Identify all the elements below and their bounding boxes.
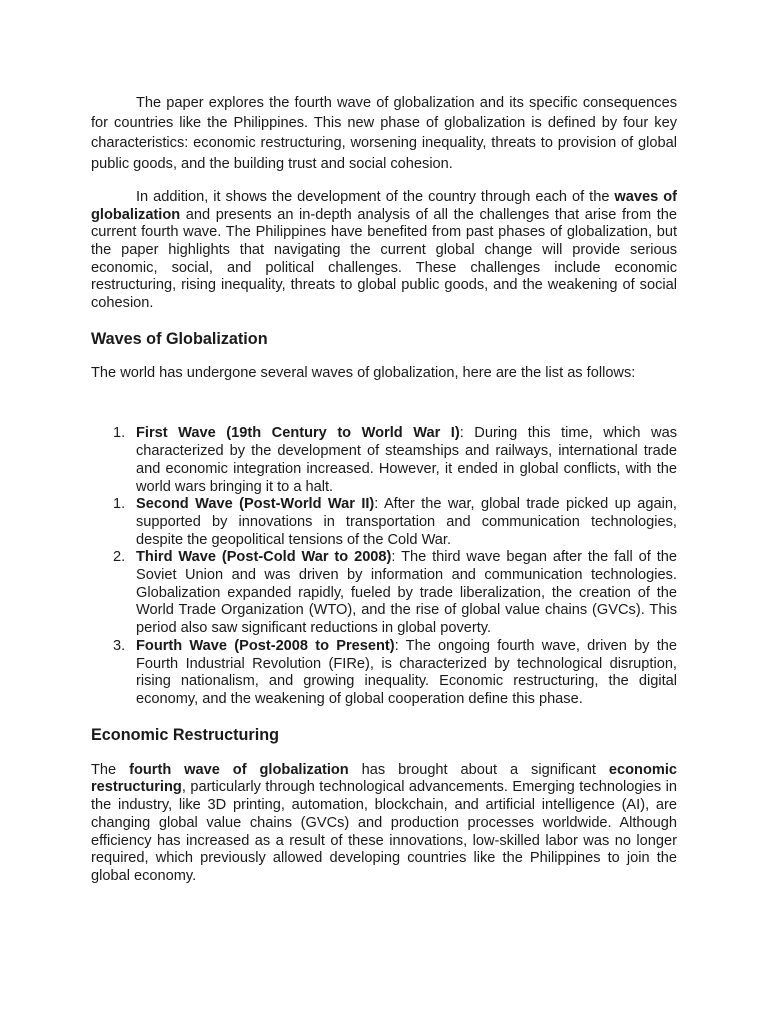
- document-page: [91, 93, 677, 886]
- list-item: [91, 549, 677, 638]
- intro-p2-bold: waves of globalization: [91, 188, 677, 223]
- economic-restructuring-heading: Economic Restructuring: [91, 725, 279, 744]
- waves-heading: Waves of Globalization: [91, 329, 268, 348]
- list-item-text: : During this time, which was characterized by the development of steamships and railways, international trade and economic integration increased. However, it ended in global conflicts, with the world wars bringing it to a halt.: [136, 425, 677, 495]
- waves-lead-text: The world has undergone several waves of globalization, here are the list as follows:: [91, 364, 636, 381]
- list-item-number: 2.: [113, 549, 126, 566]
- intro-p2-text-1: In addition, it shows the development of the country through each of the: [136, 188, 615, 205]
- waves-list: [91, 425, 677, 708]
- list-item-number: 3.: [113, 637, 126, 654]
- intro-paragraph-2: [91, 189, 677, 313]
- economic-restructuring-paragraph: [91, 762, 677, 886]
- list-item: [91, 638, 677, 709]
- list-item-text: : The third wave began after the fall of the Soviet Union and was driven by information and communication technologies. Globalization expanded rapidly, fueled by trade liberalization, the creation of the World Trade Organization (WTO), and the rise of global value chains (GVCs). This period also saw significant reductions in global poverty.: [136, 549, 677, 637]
- econ-bold-2: economic restructuring: [91, 761, 678, 796]
- econ-bold-1: fourth wave of globalization: [129, 761, 349, 778]
- list-item-number: 1.: [113, 496, 126, 513]
- list-item-title: First Wave (19th Century to World War I): [136, 425, 460, 442]
- econ-text-2: has brought about a significant: [348, 761, 609, 778]
- intro-paragraph-1: The paper explores the fourth wave of globalization and its specific consequences for countries like the Philippines. This new phase of globalization is defined by four key characteristics: economic restructuring, worsening inequality, threats to provision of global public goods, and the building trust and social cohesion.: [91, 95, 677, 172]
- list-item-text: : After the war, global trade picked up again, supported by innovations in transportation and communication technologies, despite the geopolitical tensions of the Cold War.: [136, 496, 677, 548]
- list-item-number: 1.: [113, 425, 126, 442]
- list-item-title: Fourth Wave (Post-2008 to Present): [136, 637, 395, 654]
- list-item: [91, 425, 677, 496]
- econ-text-1: The: [91, 761, 130, 778]
- list-item-text: : The ongoing fourth wave, driven by the Fourth Industrial Revolution (FIRe), is characterized by technological disruption, rising nationalism, and growing inequality. Economic restructuring, the digital economy, and the weakening of global cooperation define this phase.: [136, 637, 677, 707]
- econ-text-3: , particularly through technological advancements. Emerging technologies in the industry, like 3D printing, automation, blockchain, and artificial intelligence (AI), are changing global value chains (GVCs) and production processes worldwide. Although efficiency has increased as a result of these innovations, low-skilled labor was no longer required, which previously allowed developing countries like the Philippines to join the global economy.: [91, 779, 677, 884]
- list-item-title: Second Wave (Post-World War II): [136, 496, 375, 513]
- list-item-title: Third Wave (Post-Cold War to 2008): [136, 549, 392, 566]
- list-item: [91, 496, 677, 549]
- intro-p2-text-2: and presents an in-depth analysis of all the challenges that arise from the current fourth wave. The Philippines have benefited from past phases of globalization, but the paper highlights that navigating the current global change will provide serious economic, social, and political challenges. These challenges include economic restructuring, rising inequality, threats to global public goods, and the weakening of social cohesion.: [91, 206, 677, 312]
